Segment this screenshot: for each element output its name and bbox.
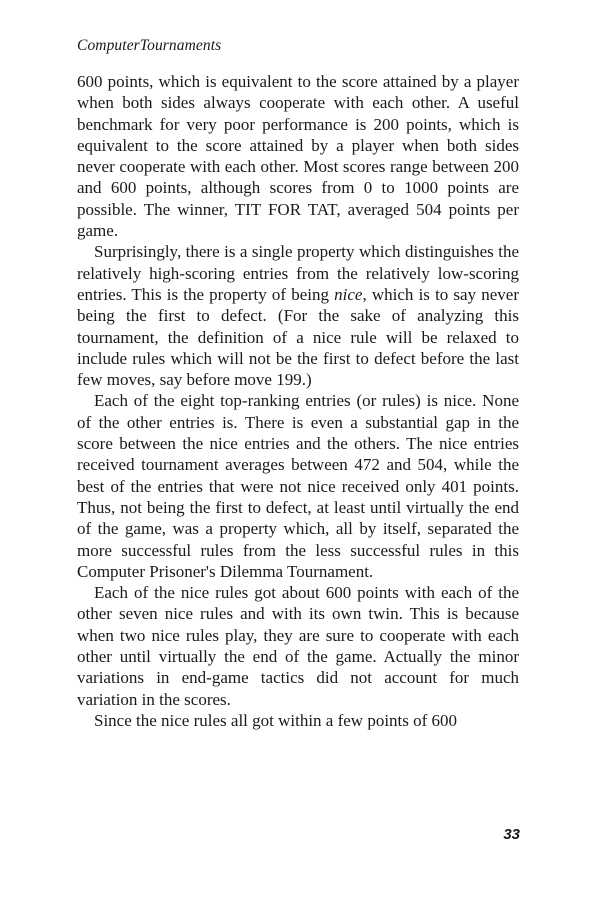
paragraph-2 [77,241,519,390]
paragraph-2-end: , which is to say never being the first to defect. (For the sake of analyzing this tournament, the definition of a nice rule will be relaxed to include rules which will not be the first to defect before the last few moves, say before move 199.) [77,284,519,390]
emphasis-nice: nice [334,284,363,304]
paragraph-4: Each of the nice rules got about 600 points with each of the other seven nice rules and with its own twin. This is because when two nice rules play, they are sure to cooperate with each other until virtually the end of the game. Actually the minor variations in end-game tactics did not account for much variation in the scores. [77,583,519,709]
paragraph-5: Since the nice rules all got within a few points of 600 [94,710,458,730]
paragraph-3: Each of the eight top-ranking entries (or rules) is nice. None of the other entries is. There is even a substantial gap in the score between the nice entries and the others. The nice entries received tournament averages between 472 and 504, while the best of the entries that were not nice received only 401 points. Thus, not being the first to defect, at least until virtually the end of the game, was a property which, all by itself, separated the more successful rules from the less successful rules in this Computer Prisoner's Dilemma Tournament. [77,391,519,581]
page-number: 33 [503,826,520,843]
paragraph-1: 600 points, which is equivalent to the score attained by a player when both sides always cooperate with each other. A useful benchmark for very poor performance is 200 points, which is equivalent to the score attained by a player when both sides never cooperate with each other. Most scores range between 200 and 600 points, although scores from 0 to 1000 points are possible. The winner, TIT FOR TAT, averaged 504 points per game. [77,72,519,241]
body-text [77,71,519,731]
paragraph-2-start: Surprisingly, there is a single property which distinguishes the relatively high-scoring entries from the relatively low-scoring entries. This is the property of being [77,242,519,304]
running-header: ComputerTournaments [77,37,222,54]
